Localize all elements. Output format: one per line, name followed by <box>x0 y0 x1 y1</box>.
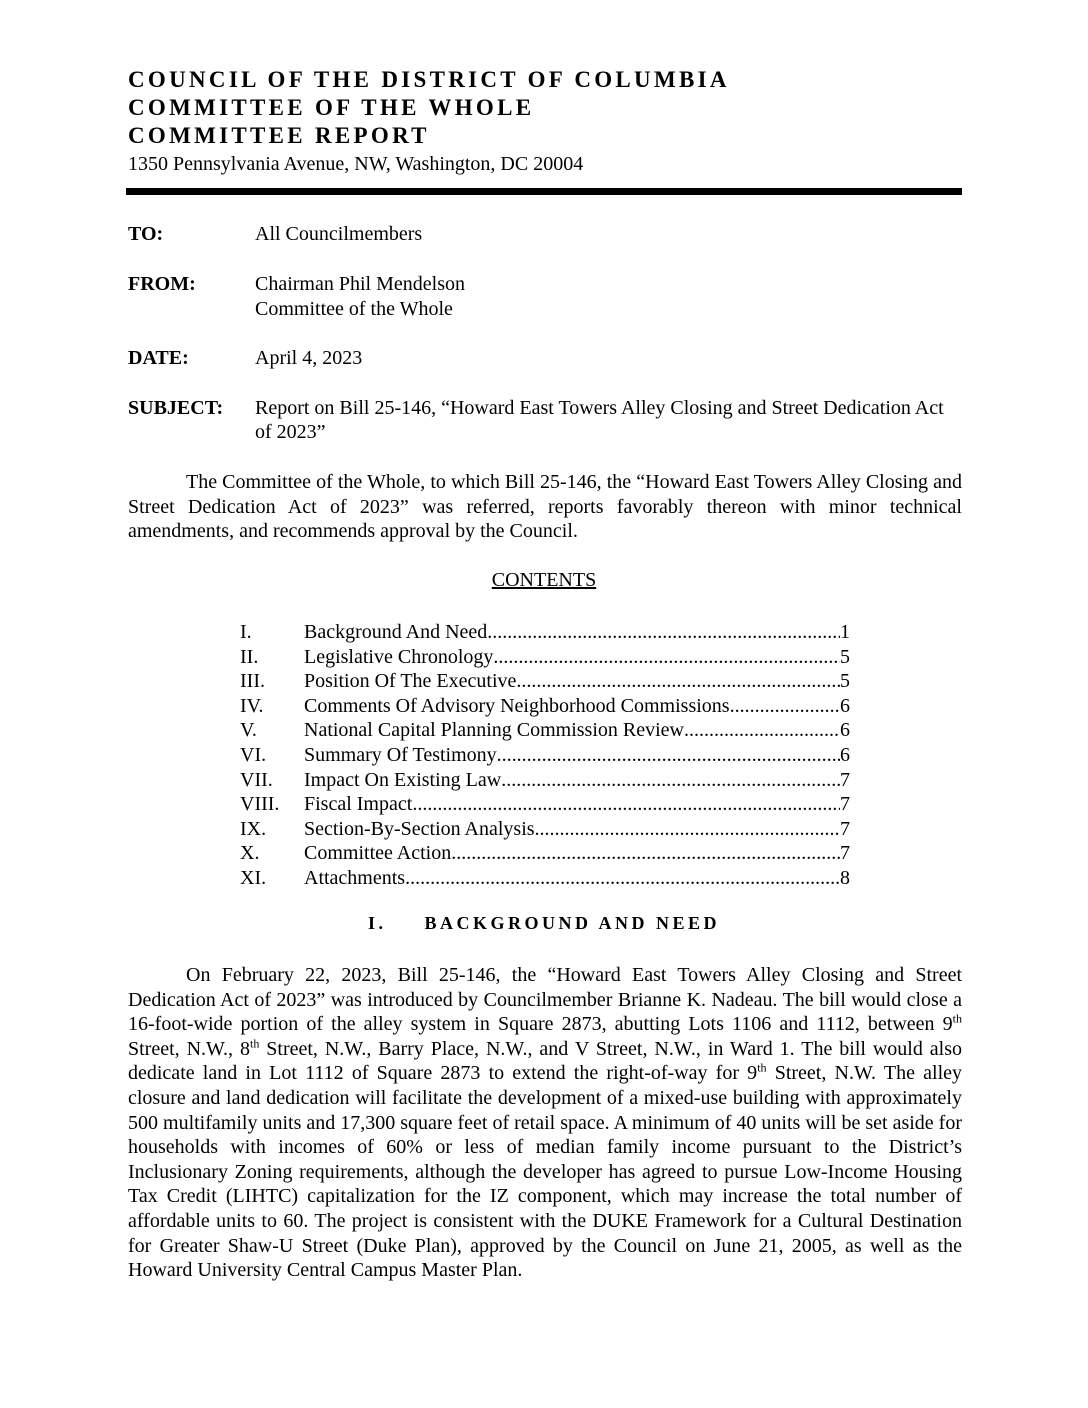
body-text: Street, N.W., 8 <box>128 1037 250 1060</box>
toc-item[interactable] <box>240 645 850 670</box>
toc-page: 6 <box>840 694 850 717</box>
toc-leader <box>516 669 840 694</box>
toc-title: Committee Action <box>304 842 452 865</box>
toc-number: III. <box>240 670 265 693</box>
toc-number: XI. <box>240 866 267 889</box>
toc-number: IV. <box>240 694 264 717</box>
committee-name: COMMITTEE OF THE WHOLE <box>128 95 535 120</box>
background-paragraph <box>128 963 962 1283</box>
toc-title: Legislative Chronology <box>304 645 494 668</box>
toc-page: 8 <box>840 866 850 889</box>
toc-leader <box>412 792 840 817</box>
from-label: FROM: <box>128 273 196 295</box>
toc-title: Position Of The Executive <box>304 670 517 693</box>
toc-number: II. <box>240 645 259 668</box>
toc-leader <box>497 743 840 768</box>
subject-label: SUBJECT: <box>128 397 224 419</box>
subject-value: Report on Bill 25-146, “Howard East Towers Alley Closing and Street Dedication Act of 2023” <box>255 397 944 443</box>
date-value: April 4, 2023 <box>255 347 363 369</box>
body-text: On February 22, 2023, Bill 25-146, the “Howard East Towers Alley Closing and Street Dedication Act of 2023” was introduced by Councilmember Brianne K. Nadeau. The bill would close a 16-foot-wide portion of the alley system in Square 2873, abutting Lots 1106 and 1112, between 9 <box>128 964 962 1036</box>
body-text: Street, N.W. The alley closure and land dedication will facilitate the development of a mixed-use building with approximately 500 multifamily units and 17,300 square feet of retail space. A minimum of 40 units will be set aside for households with incomes of 60% or less of median family income pursuant to the District’s Inclusionary Zoning requirements, although the developer has agreed to pursue Low-Income Housing Tax Credit (LIHTC) capitalization for the IZ component, which may increase the total number of affordable units to 60. The project is consistent with the DUKE Framework for a Cultural Destination for Greater Shaw-U Street (Duke Plan), approved by the Council on June 21, 2005, as well as the Howard University Central Campus Master Plan. <box>128 1062 963 1282</box>
date-label: DATE: <box>128 347 189 369</box>
toc-title: National Capital Planning Commission Review <box>304 719 684 742</box>
section-number: I. <box>367 913 387 933</box>
toc-item[interactable] <box>240 694 850 719</box>
toc-leader <box>493 645 840 670</box>
toc-title: Section-By-Section Analysis <box>304 817 535 840</box>
toc-leader <box>405 866 840 891</box>
toc-page: 5 <box>840 670 850 693</box>
toc-number: VIII. <box>240 793 280 816</box>
toc-item[interactable] <box>240 743 850 768</box>
intro-paragraph: The Committee of the Whole, to which Bill 25-146, the “Howard East Towers Alley Closing and Street Dedication Act of 2023” was referred, reports favorably thereon with minor technical amendments, and recommends approval by the Council. <box>128 471 962 542</box>
toc-number: I. <box>240 621 252 643</box>
toc-page: 6 <box>840 743 850 766</box>
superscript: th <box>250 1036 260 1051</box>
to-label: TO: <box>128 223 164 245</box>
toc-number: VII. <box>240 768 273 791</box>
toc-item[interactable] <box>240 620 850 645</box>
toc-page: 1 <box>840 621 850 643</box>
toc-title: Comments Of Advisory Neighborhood Commissions <box>304 694 730 717</box>
from-value-1: Chairman Phil Mendelson <box>255 273 465 295</box>
header-divider <box>126 188 962 195</box>
toc-page: 7 <box>840 793 850 816</box>
toc-item[interactable] <box>240 841 850 866</box>
from-value-2: Committee of the Whole <box>255 298 453 320</box>
to-value: All Councilmembers <box>255 223 423 245</box>
superscript: th <box>757 1060 767 1075</box>
toc-leader <box>451 841 840 866</box>
toc-item[interactable] <box>240 866 850 891</box>
toc-title: Attachments <box>304 866 406 889</box>
toc-number: V. <box>240 719 257 742</box>
toc-number: VI. <box>240 743 267 766</box>
toc-leader <box>535 817 840 842</box>
toc-page: 7 <box>840 842 850 865</box>
toc-title: Background And Need <box>304 621 488 643</box>
toc-number: X. <box>240 842 260 865</box>
toc-page: 7 <box>840 768 850 791</box>
toc-title: Fiscal Impact <box>304 793 413 816</box>
toc-item[interactable] <box>240 718 850 743</box>
toc-leader <box>487 620 840 645</box>
toc-page: 5 <box>840 645 850 668</box>
toc-item[interactable] <box>240 792 850 817</box>
toc-leader <box>730 694 840 719</box>
toc-title: Summary Of Testimony <box>304 743 497 766</box>
report-type: COMMITTEE REPORT <box>128 123 430 148</box>
toc-leader <box>684 718 840 743</box>
address: 1350 Pennsylvania Avenue, NW, Washington, DC 20004 <box>128 153 584 175</box>
toc-item[interactable] <box>240 669 850 694</box>
toc-title: Impact On Existing Law <box>304 768 502 791</box>
toc-number: IX. <box>240 817 267 840</box>
contents-heading: CONTENTS <box>491 569 597 591</box>
council-name: COUNCIL OF THE DISTRICT OF COLUMBIA <box>128 67 730 92</box>
letterhead <box>128 66 730 177</box>
section-heading <box>0 913 1088 934</box>
table-of-contents <box>240 620 850 891</box>
section-title: BACKGROUND AND NEED <box>424 913 721 933</box>
body-text: Street, N.W., Barry Place, N.W., and V Street, N.W., in Ward 1. The bill would also dedicate land in Lot 1112 of Square 2873 to extend the right-of-way for 9 <box>128 1037 963 1085</box>
toc-page: 6 <box>840 719 850 742</box>
toc-page: 7 <box>840 817 850 840</box>
superscript: th <box>952 1011 962 1026</box>
toc-item[interactable] <box>240 817 850 842</box>
toc-item[interactable] <box>240 768 850 793</box>
toc-leader <box>501 768 840 793</box>
